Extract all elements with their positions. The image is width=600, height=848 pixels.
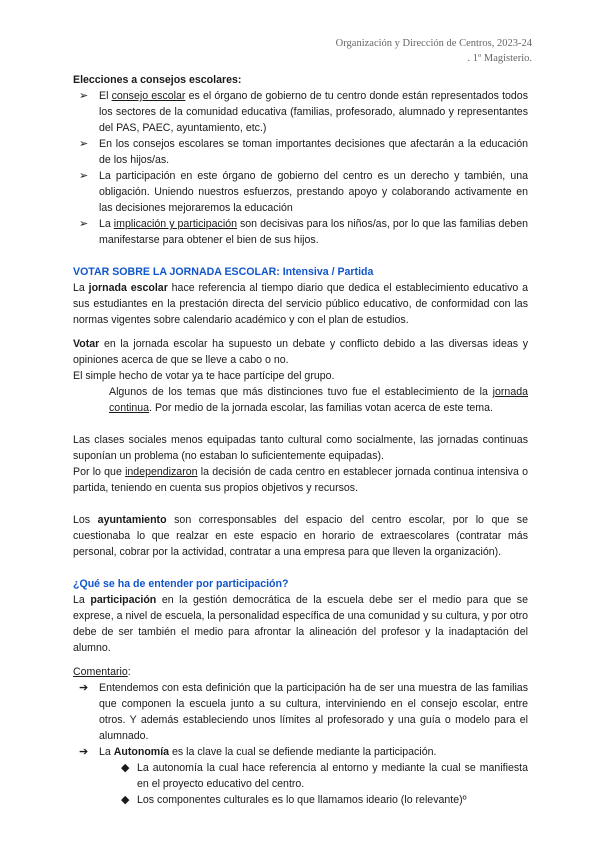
indented-paragraph: Algunos de los temas que más distinciones tuvo fue el establecimiento de la jornada continua. Por medio de la jornada escolar, las familias votan acerca de este tema. [109,386,528,414]
comentario-list [73,680,528,760]
paragraph: La participación en la gestión democrática de la escuela debe ser el medio para que se exprese, a nivel de escuela, la personalidad específica de una comunidad y su cultura, y por otro debe de ser también el medio para afrontar la alineación del profesor y la inadaptación del alumno. [73,594,528,654]
jornada-continua-link: jornada continua [109,386,528,414]
diamond-bullet-icon: ◆ [121,762,130,774]
right-arrow-bullet-icon: ➔ [79,682,89,694]
arrowhead-bullet-icon: ➢ [79,90,89,102]
section-participacion-title: ¿Qué se ha de entender por participación? [73,578,289,590]
independizaron-link: independizaron [125,466,198,478]
diamond-bullet-icon: ◆ [121,794,130,806]
paragraph: La jornada escolar hace referencia al tiempo diario que dedica el establecimiento educativo a sus estudiantes en la prestación directa del servicio público educativo, de conformidad con las normas vigentes sobre calendario académico y con el plan de estudios. [73,282,528,326]
list-item: ➢ La participación en este órgano de gobierno del centro es un derecho y también, una obligación. Uniendo nuestros esfuerzos, prestando apoyo y colaborando activamente en las decisiones mejoraremos la educación [79,170,528,214]
list-item: ➔ Entendemos con esta definición que la participación ha de ser una muestra de las familias que componen la escuela junto a su cultura, interviniendo en el consejo escolar, entre otros. Y además estableciendo unos límites al profesorado y una guía o modelo para el alumnado. [79,682,528,742]
list-item: ◆ La autonomía la cual hace referencia al entorno y mediante la cual se manifiesta en el proyecto educativo del centro. [121,762,528,790]
section-elecciones-title: Elecciones a consejos escolares: [73,74,242,86]
arrowhead-bullet-icon: ➢ [79,170,89,182]
consejo-escolar-link: consejo escolar [111,90,186,102]
autonomia-sublist [73,760,528,808]
list-item: ➢ La implicación y participación son decisivas para los niños/as, por lo que las familias deben manifestarse para obtener el bien de sus hijos. [79,218,528,246]
header-level: . 1º Magisterio. [467,53,532,64]
section-jornada-title: VOTAR SOBRE LA JORNADA ESCOLAR: Intensiva / Partida [73,266,374,278]
paragraph: Por lo que independizaron la decisión de cada centro en establecer jornada continua intensiva o partida, teniendo en cuenta sus propios objetivos y recursos. [73,466,528,494]
page-header [336,36,532,66]
paragraph: El simple hecho de votar ya te hace partícipe del grupo. [73,370,335,382]
paragraph: Los ayuntamiento son corresponsables del espacio del centro escolar, por lo que se cuestionaba lo que realzar en este espacio en horario de extraescolares (contratar más personal, cobrar por la actividad, contratar a una empresa para que lleven la organización). [73,514,528,558]
list-item: ➢ En los consejos escolares se toman importantes decisiones que afectarán a la educación de los hijos/as. [79,138,528,166]
list-item: ➔ La Autonomía es la clave la cual se defiende mediante la participación. [79,746,437,758]
implicacion-link: implicación y participación [113,218,237,230]
paragraph: Votar en la jornada escolar ha supuesto un debate y conflicto debido a las diversas ideas y opiniones acerca de que se lleve a cabo o no. [73,338,528,366]
paragraph: Las clases sociales menos equipadas tanto cultural como socialmente, las jornadas continuas suponían un problema (no estaban lo suficientemente equipadas). [73,434,528,462]
comentario-label: Comentario: [73,666,131,678]
right-arrow-bullet-icon: ➔ [79,746,89,758]
list-item: ◆ Los componentes culturales es lo que llamamos ideario (lo relevante)º [121,794,467,806]
list-item: ➢ El consejo escolar es el órgano de gobierno de tu centro donde están representados todos los sectores de la comunidad educativa (familias, profesorado, alumnado y representantes del PAS, PAEC, ayuntamiento, etc.) [79,90,528,134]
arrowhead-bullet-icon: ➢ [79,218,89,230]
elecciones-list [73,88,528,248]
arrowhead-bullet-icon: ➢ [79,138,89,150]
header-course: Organización y Dirección de Centros, 2023-24 [335,38,532,49]
document-body [73,72,528,808]
